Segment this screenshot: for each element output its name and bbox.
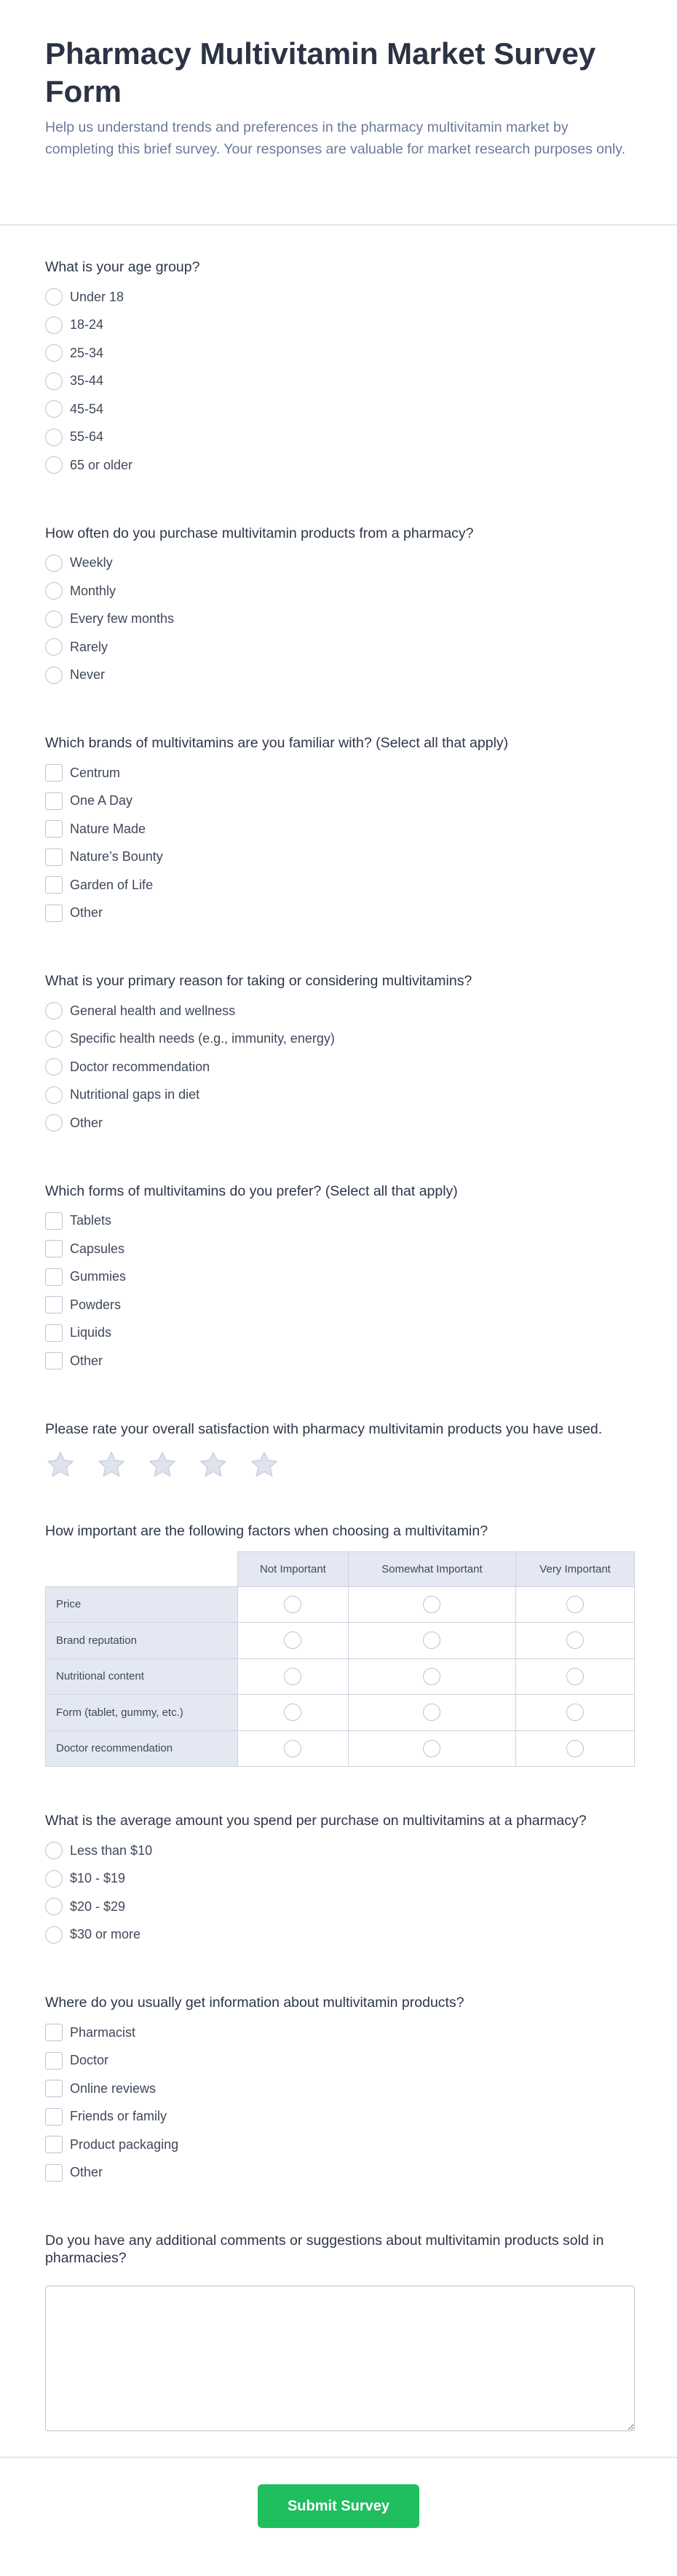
option-label: Rarely (70, 639, 108, 654)
option-label: Nature’s Bounty (70, 849, 163, 864)
checkbox[interactable] (45, 820, 63, 838)
radio-option[interactable] (45, 1865, 632, 1893)
option-label: Capsules (70, 1241, 125, 1256)
radio-button[interactable] (566, 1631, 584, 1649)
option-label: Under 18 (70, 289, 124, 304)
matrix-row-label: Nutritional content (46, 1658, 238, 1695)
radio-button[interactable] (45, 1870, 63, 1888)
matrix-cell (348, 1695, 515, 1731)
checkbox[interactable] (45, 792, 63, 810)
radio-option[interactable] (45, 283, 632, 311)
radio-button[interactable] (45, 344, 63, 362)
checkbox-group (45, 2019, 632, 2187)
option-label: Never (70, 667, 106, 683)
radio-button[interactable] (423, 1668, 440, 1685)
question-title: What is your primary reason for taking or considering multivitamins? (45, 973, 472, 989)
question-info (45, 1994, 632, 2187)
matrix-row-label: Price (46, 1586, 238, 1623)
radio-button[interactable] (45, 400, 63, 418)
question-brands (45, 734, 632, 927)
importance-matrix (45, 1551, 635, 1768)
question-title: Where do you usually get information about multivitamin products? (45, 1995, 464, 2011)
matrix-row (46, 1658, 635, 1695)
option-label: 35-44 (70, 373, 104, 389)
radio-button[interactable] (566, 1704, 584, 1721)
matrix-cell (238, 1695, 349, 1731)
star-rating (45, 1450, 632, 1480)
matrix-row-label: Brand reputation (46, 1623, 238, 1659)
question-title: Which brands of multivitamins are you familiar with? (Select all that apply) (45, 735, 509, 751)
radio-button[interactable] (45, 1842, 63, 1859)
checkbox-option[interactable] (45, 1207, 632, 1236)
checkbox-group (45, 1207, 632, 1375)
option-label: Tablets (70, 1213, 112, 1228)
question-reason (45, 972, 632, 1137)
form-footer (0, 2457, 677, 2576)
checkbox[interactable] (45, 1324, 63, 1342)
radio-button[interactable] (45, 1898, 63, 1915)
checkbox[interactable] (45, 1240, 63, 1257)
matrix-cell (516, 1695, 635, 1731)
question-frequency (45, 525, 632, 690)
radio-button[interactable] (45, 582, 63, 600)
checkbox-option[interactable] (45, 843, 632, 872)
question-importance (45, 1522, 632, 1768)
checkbox[interactable] (45, 2052, 63, 2070)
option-label: Less than $10 (70, 1842, 153, 1858)
option-label: 25-34 (70, 345, 104, 360)
checkbox[interactable] (45, 1296, 63, 1313)
radio-button[interactable] (45, 288, 63, 306)
checkbox[interactable] (45, 2080, 63, 2097)
option-label: General health and wellness (70, 1003, 236, 1018)
star-icon[interactable] (249, 1450, 280, 1480)
radio-option[interactable] (45, 311, 632, 340)
radio-option[interactable] (45, 661, 632, 690)
option-label: Garden of Life (70, 877, 154, 892)
radio-button[interactable] (284, 1704, 301, 1721)
checkbox-option[interactable] (45, 1291, 632, 1319)
matrix-row (46, 1695, 635, 1731)
checkbox-option[interactable] (45, 871, 632, 899)
question-title: Please rate your overall satisfaction with pharmacy multivitamin products you have used. (45, 1420, 603, 1437)
matrix-column-header: Somewhat Important (348, 1551, 515, 1586)
radio-button[interactable] (423, 1631, 440, 1649)
matrix-cell (516, 1658, 635, 1695)
checkbox[interactable] (45, 1268, 63, 1286)
option-label: Doctor recommendation (70, 1059, 210, 1074)
checkbox-option[interactable] (45, 2047, 632, 2075)
option-label: $20 - $29 (70, 1899, 126, 1914)
option-label: 65 or older (70, 457, 133, 472)
matrix-row (46, 1623, 635, 1659)
radio-button[interactable] (566, 1740, 584, 1757)
checkbox-option[interactable] (45, 2159, 632, 2187)
option-label: Monthly (70, 583, 116, 598)
checkbox[interactable] (45, 876, 63, 894)
question-spend (45, 1812, 632, 1949)
radio-button[interactable] (45, 1002, 63, 1019)
matrix-row (46, 1586, 635, 1623)
option-label: Nature Made (70, 821, 146, 836)
page-description: Help us understand trends and preferences in the pharmacy multivitamin market by completing this brief survey. Your responses are valuable for market research purposes only. (45, 119, 626, 157)
question-title: How important are the following factors when choosing a multivitamin? (45, 1522, 488, 1539)
question-title: Which forms of multivitamins do you prefer? (Select all that apply) (45, 1182, 458, 1199)
question-age (45, 258, 632, 480)
option-label: Doctor (70, 2053, 109, 2068)
option-label: Powders (70, 1297, 122, 1312)
option-label: $30 or more (70, 1927, 141, 1942)
checkbox-option[interactable] (45, 2103, 632, 2131)
radio-option[interactable] (45, 633, 632, 661)
radio-button[interactable] (45, 429, 63, 446)
checkbox-option[interactable] (45, 759, 632, 787)
checkbox[interactable] (45, 905, 63, 922)
question-title: Do you have any additional comments or suggestions about multivitamin products sold in pharmacies? (45, 2233, 604, 2266)
radio-button[interactable] (45, 1086, 63, 1104)
matrix-row-label: Doctor recommendation (46, 1730, 238, 1767)
radio-button[interactable] (566, 1596, 584, 1613)
matrix-cell (348, 1658, 515, 1695)
matrix-cell (516, 1586, 635, 1623)
matrix-cell (516, 1730, 635, 1767)
radio-button[interactable] (284, 1740, 301, 1757)
matrix-cell (348, 1623, 515, 1659)
radio-group (45, 283, 632, 480)
checkbox[interactable] (45, 2136, 63, 2153)
comments-textarea[interactable] (45, 2286, 635, 2431)
checkbox[interactable] (45, 848, 63, 866)
radio-button[interactable] (45, 1114, 63, 1132)
radio-option[interactable] (45, 997, 632, 1025)
option-label: Nutritional gaps in diet (70, 1087, 200, 1102)
radio-button[interactable] (423, 1704, 440, 1721)
option-label: Other (70, 905, 103, 921)
radio-button[interactable] (45, 373, 63, 390)
checkbox[interactable] (45, 2024, 63, 2041)
question-title: What is your age group? (45, 259, 200, 275)
radio-option[interactable] (45, 451, 632, 480)
option-label: Every few months (70, 611, 175, 627)
radio-option[interactable] (45, 339, 632, 367)
checkbox-option[interactable] (45, 2075, 632, 2103)
option-label: $10 - $19 (70, 1871, 126, 1886)
matrix-cell (348, 1730, 515, 1767)
radio-option[interactable] (45, 1053, 632, 1081)
option-label: Friends or family (70, 2109, 167, 2124)
survey-body (0, 226, 677, 2435)
page-title: Pharmacy Multivitamin Market Survey Form (45, 36, 596, 108)
radio-group (45, 549, 632, 690)
radio-option[interactable] (45, 1893, 632, 1921)
radio-button[interactable] (423, 1596, 440, 1613)
matrix-column-header: Not Important (238, 1551, 349, 1586)
option-label: Liquids (70, 1325, 112, 1340)
radio-button[interactable] (566, 1668, 584, 1685)
matrix-corner (46, 1551, 238, 1586)
radio-button[interactable] (284, 1596, 301, 1613)
option-label: Weekly (70, 555, 113, 571)
radio-option[interactable] (45, 367, 632, 396)
option-label: Online reviews (70, 2080, 157, 2096)
question-comments (45, 2232, 632, 2435)
radio-option[interactable] (45, 1921, 632, 1949)
matrix-column-header: Very Important (516, 1551, 635, 1586)
radio-option[interactable] (45, 395, 632, 424)
question-title: What is the average amount you spend per purchase on multivitamins at a pharmacy? (45, 1813, 587, 1829)
checkbox-option[interactable] (45, 2131, 632, 2159)
option-label: Other (70, 2165, 103, 2180)
option-label: 18-24 (70, 317, 104, 333)
question-satisfaction (45, 1420, 632, 1480)
option-label: 55-64 (70, 429, 104, 445)
option-label: Product packaging (70, 2136, 179, 2152)
option-label: Centrum (70, 765, 121, 780)
matrix-header-row (46, 1551, 635, 1586)
matrix-row-label: Form (tablet, gummy, etc.) (46, 1695, 238, 1731)
option-label: Gummies (70, 1269, 127, 1284)
checkbox-group (45, 759, 632, 927)
checkbox-option[interactable] (45, 1235, 632, 1263)
checkbox-option[interactable] (45, 899, 632, 928)
checkbox-option[interactable] (45, 1347, 632, 1375)
radio-option[interactable] (45, 1025, 632, 1054)
star-icon[interactable] (96, 1450, 127, 1480)
checkbox[interactable] (45, 1212, 63, 1230)
checkbox[interactable] (45, 1352, 63, 1370)
option-label: Specific health needs (e.g., immunity, energy) (70, 1031, 335, 1046)
radio-button[interactable] (45, 1058, 63, 1076)
star-icon[interactable] (147, 1450, 178, 1480)
option-label: One A Day (70, 793, 133, 808)
radio-option[interactable] (45, 605, 632, 634)
checkbox-option[interactable] (45, 1319, 632, 1348)
checkbox-option[interactable] (45, 2019, 632, 2047)
option-label: Pharmacist (70, 2024, 136, 2040)
radio-option[interactable] (45, 1837, 632, 1865)
radio-option[interactable] (45, 1109, 632, 1137)
radio-option[interactable] (45, 1081, 632, 1110)
radio-button[interactable] (45, 456, 63, 474)
radio-button[interactable] (423, 1740, 440, 1757)
matrix-cell (348, 1586, 515, 1623)
matrix-cell (238, 1730, 349, 1767)
form-header (0, 0, 677, 226)
radio-button[interactable] (45, 317, 63, 334)
question-forms (45, 1182, 632, 1375)
star-icon[interactable] (198, 1450, 229, 1480)
radio-group (45, 997, 632, 1137)
matrix-cell (516, 1623, 635, 1659)
radio-button[interactable] (45, 611, 63, 628)
radio-button[interactable] (45, 638, 63, 656)
radio-button[interactable] (45, 1030, 63, 1048)
option-label: Other (70, 1115, 103, 1130)
radio-option[interactable] (45, 577, 632, 605)
radio-button[interactable] (45, 1926, 63, 1944)
checkbox-option[interactable] (45, 787, 632, 816)
option-label: Other (70, 1353, 103, 1368)
checkbox[interactable] (45, 764, 63, 782)
radio-button[interactable] (284, 1631, 301, 1649)
question-title: How often do you purchase multivitamin products from a pharmacy? (45, 525, 474, 541)
checkbox[interactable] (45, 2164, 63, 2182)
radio-button[interactable] (45, 667, 63, 684)
matrix-row (46, 1730, 635, 1767)
checkbox-option[interactable] (45, 1263, 632, 1292)
matrix-cell (238, 1623, 349, 1659)
matrix-cell (238, 1658, 349, 1695)
radio-button[interactable] (45, 554, 63, 572)
radio-button[interactable] (284, 1668, 301, 1685)
star-icon[interactable] (45, 1450, 76, 1480)
submit-button[interactable]: Submit Survey (258, 2484, 419, 2528)
checkbox[interactable] (45, 2108, 63, 2126)
checkbox-option[interactable] (45, 815, 632, 843)
matrix-cell (238, 1586, 349, 1623)
radio-option[interactable] (45, 549, 632, 578)
option-label: 45-54 (70, 401, 104, 416)
radio-option[interactable] (45, 424, 632, 452)
radio-group (45, 1837, 632, 1949)
